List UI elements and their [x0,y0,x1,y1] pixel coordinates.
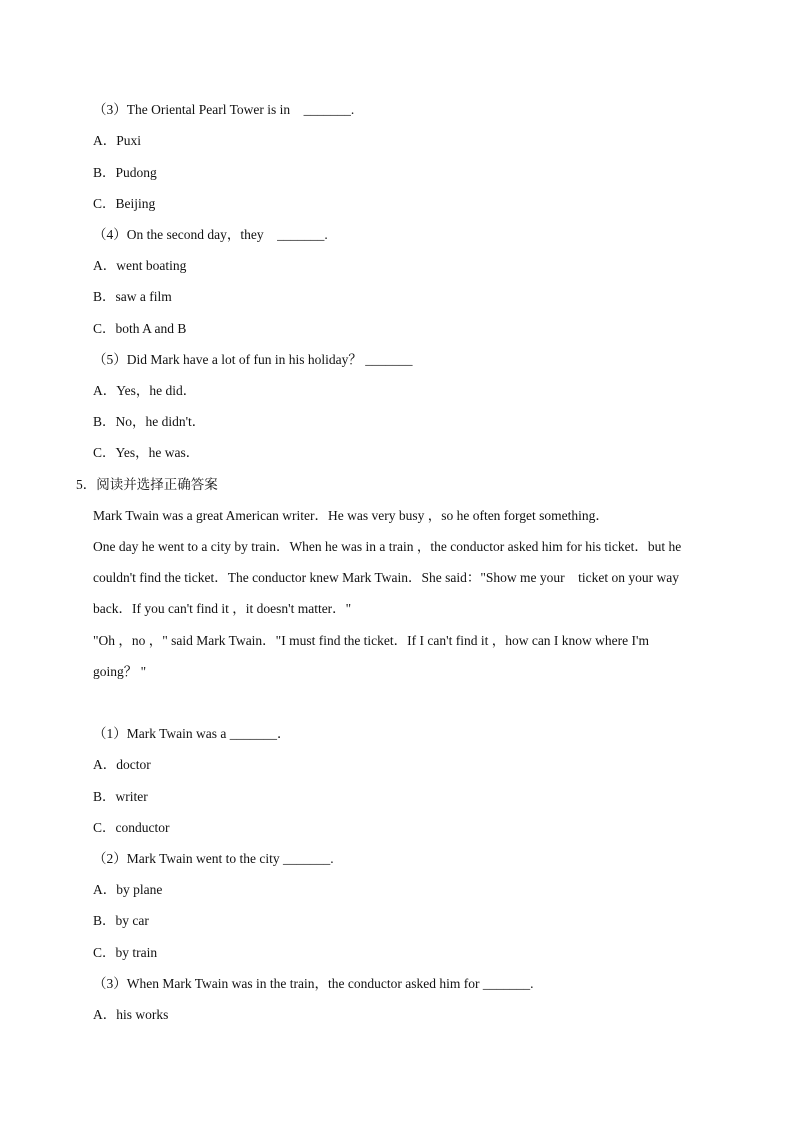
s5-question-1-option-a: A．doctor [93,757,151,772]
s5-question-2-stem: （2）Mark Twain went to the city _______. [93,851,334,866]
question-3-option-c: C．Beijing [93,196,156,211]
question-5-option-b: B．No，he didn't． [93,414,206,429]
question-5-option-a: A．Yes，he did． [93,383,197,398]
s5-question-2-option-a: A．by plane [93,882,163,897]
question-5-option-c: C．Yes，he was． [93,445,200,460]
question-3-option-a: A．Puxi [93,133,142,148]
s5-question-2-option-c: C．by train [93,945,158,960]
s5-question-1-option-b: B．writer [93,789,148,804]
passage-line: couldn't find the ticket．The conductor knew Mark Twain．She said："Show me your ticket on your way [93,570,680,585]
question-3-stem: （3）The Oriental Pearl Tower is in _______. [93,102,355,117]
passage-line: "Oh ，no ，" said Mark Twain．"I must find the ticket．If I can't find it ，how can I know where I'm [93,633,649,648]
s5-question-3-stem: （3）When Mark Twain was in the train，the conductor asked him for _______. [93,976,534,991]
question-3-option-b: B．Pudong [93,165,157,180]
s5-question-1-option-c: C．conductor [93,820,170,835]
s5-question-2-option-b: B．by car [93,913,149,928]
passage-line: going？ " [93,664,147,679]
question-4-option-a: A．went boating [93,258,187,273]
section-5-heading: 5．阅读并选择正确答案 [76,477,218,492]
passage-line: Mark Twain was a great American writer．He was very busy ，so he often forget something． [93,508,609,523]
question-4-option-b: B．saw a film [93,289,172,304]
question-5-stem: （5）Did Mark have a lot of fun in his holiday？ _______ [93,352,413,367]
passage-line: back．If you can't find it ，it doesn't matter．" [93,601,352,616]
question-4-option-c: C．both A and B [93,321,187,336]
question-4-stem: （4）On the second day，they _______. [93,227,328,242]
passage-line: One day he went to a city by train．When he was in a train ，the conductor asked him for his ticket．but he [93,539,682,554]
s5-question-1-stem: （1）Mark Twain was a _______． [93,726,291,741]
s5-question-3-option-a: A．his works [93,1007,169,1022]
